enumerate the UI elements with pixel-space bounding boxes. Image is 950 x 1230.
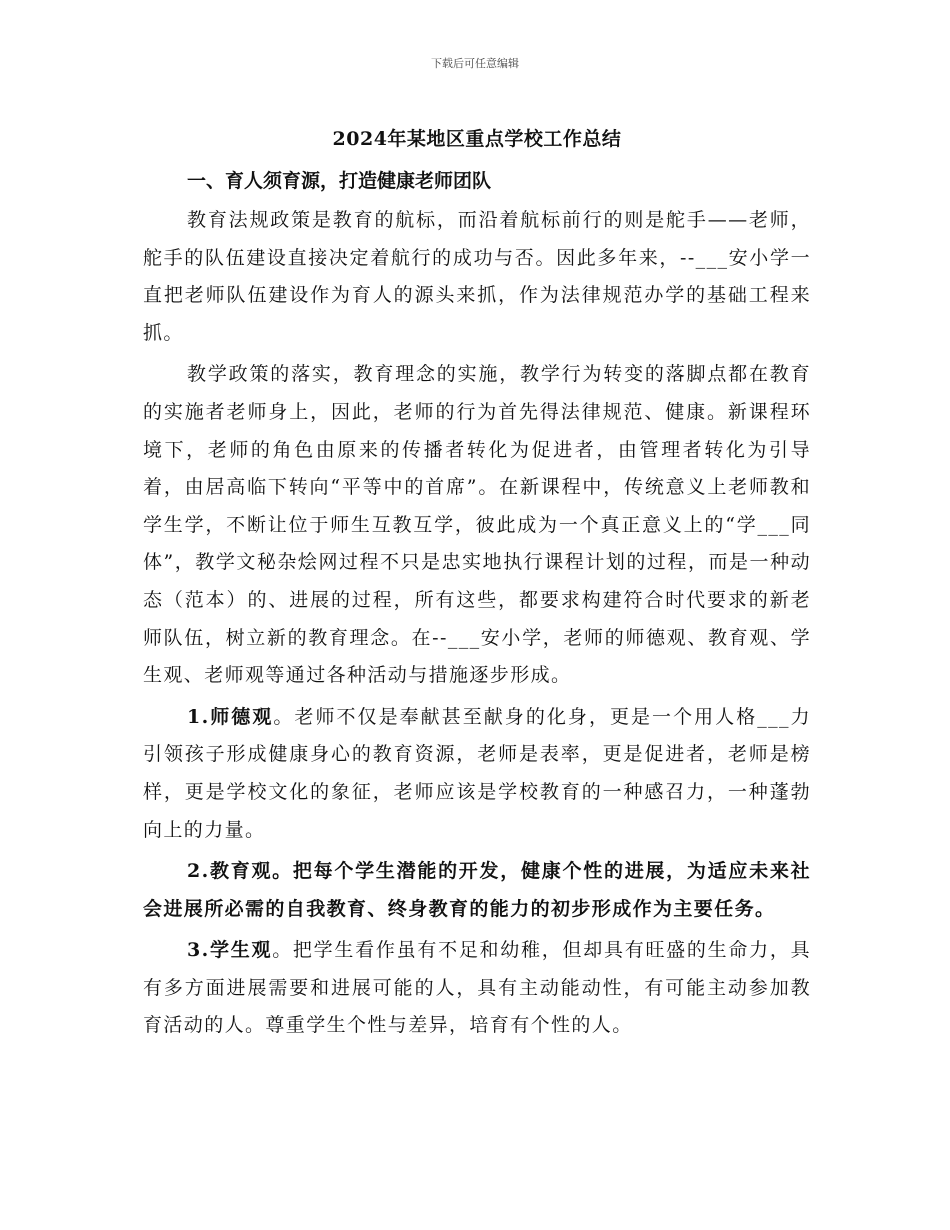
paragraph-student-view	[143, 932, 811, 1045]
section-heading: 一、育人须育源，打造健康老师团队	[187, 170, 492, 192]
item-text-ethics: 。老师不仅是奉献甚至献身的化身，更是一个用人格___力引领孩子形成健康身心的教育资源，老师是表率，更是促进者，老师是榜样，更是学校文化的象征，老师应该是学校教育的一种感召力，一种蓬勃向上的力量。	[143, 705, 811, 841]
item-label-ethics: 1.师德观	[187, 705, 274, 728]
document-body	[143, 122, 811, 1049]
paragraph-1: 教育法规政策是教育的航标，而沿着航标前行的则是舵手——老师，舵手的队伍建设直接决定着航行的成功与否。因此多年来，--___安小学一直把老师队伍建设作为育人的源头来抓，作为法律规范办学的基础工程来抓。	[143, 209, 811, 344]
item-text-student: 。把学生看作虽有不足和幼稚，但却具有旺盛的生命力，具有多方面进展需要和进展可能的人，具有主动能动性，有可能主动参加教育活动的人。尊重学生个性与差异，培育有个性的人。	[143, 939, 811, 1037]
page-header-note: 下载后可任意编辑	[431, 57, 519, 70]
paragraph-education-view: 2.教育观。把每个学生潜能的开发，健康个性的进展，为适应未来社会进展所必需的自我教育、终身教育的能力的初步形成作为主要任务。	[143, 860, 811, 920]
paragraph-teacher-ethics	[143, 699, 811, 849]
item-label-student: 3.学生观	[187, 939, 273, 962]
document-title: 2024年某地区重点学校工作总结	[332, 128, 622, 150]
paragraph-2: 教学政策的落实，教育理念的实施，教学行为转变的落脚点都在教育的实施者老师身上，因此，老师的行为首先得法律规范、健康。新课程环境下，老师的角色由原来的传播者转化为促进者，由管理者转化为引导着，由居高临下转向“平等中的首席”。在新课程中，传统意义上老师教和学生学，不断让位于师生互教互学，彼此成为一个真正意义上的“学___同体”，教学文秘杂烩网过程不只是忠实地执行课程计划的过程，而是一种动态（范本）的、进展的过程，所有这些，都要求构建符合时代要求的新老师队伍，树立新的教育理念。在--___安小学，老师的师德观、教育观、学生观、老师观等通过各种活动与措施逐步形成。	[143, 363, 811, 687]
